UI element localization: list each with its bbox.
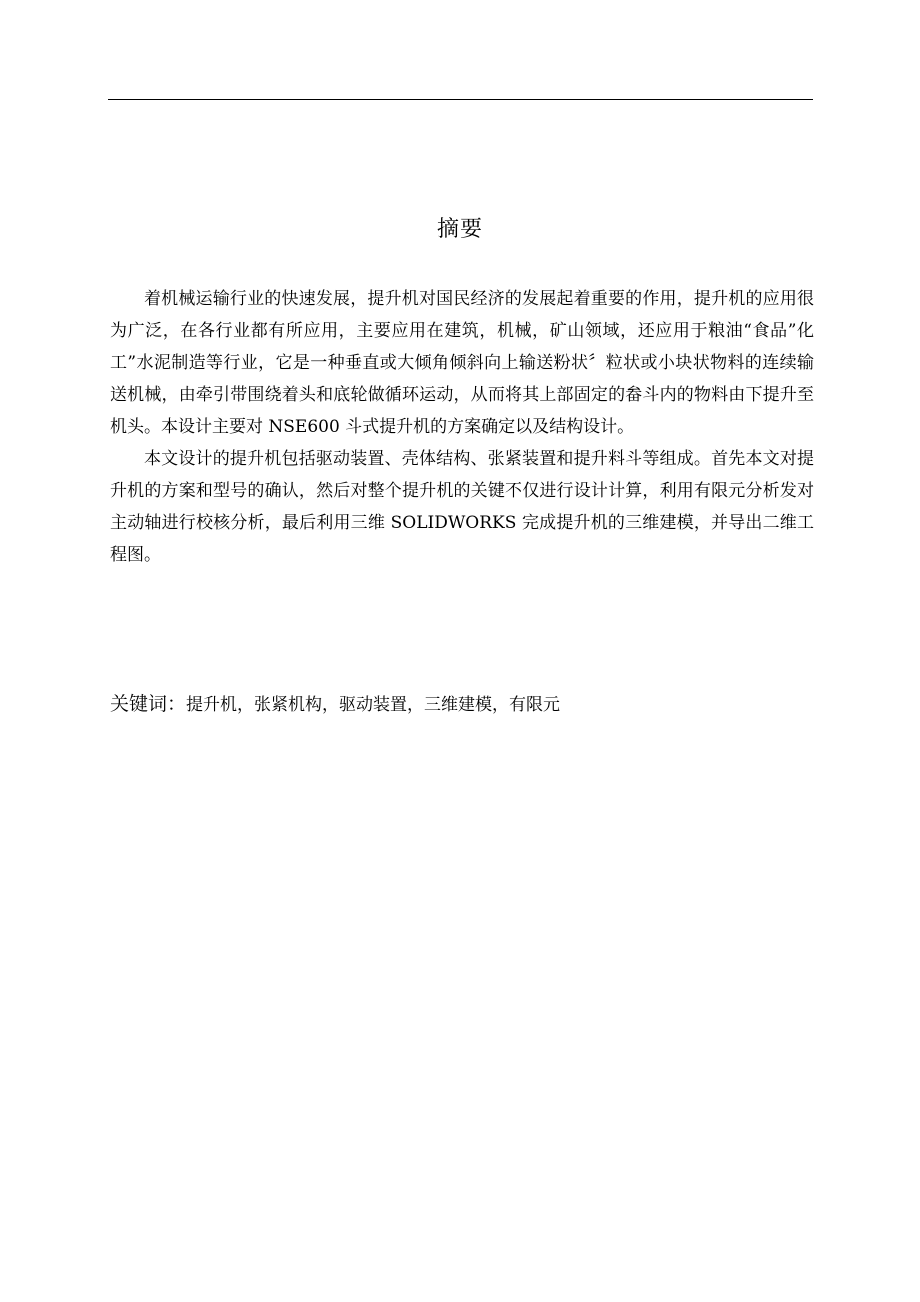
abstract-body [110, 283, 814, 571]
page-title: 摘要 [436, 217, 483, 242]
header-rule [108, 99, 813, 100]
keywords-list: 提升机，张紧机构，驱动装置，三维建模，有限元 [186, 695, 561, 715]
abstract-paragraph-2: 本文设计的提升机包括驱动装置、壳体结构、张紧装置和提升料斗等组成。首先本文对提升机的方案和型号的确认，然后对整个提升机的关键不仅进行设计计算，利用有限元分析发对主动轴进行校核分析，最后利用三维 SOLIDWORKS 完成提升机的三维建模，并导出二维工程图。 [110, 449, 814, 565]
keywords-line [110, 689, 814, 720]
keywords-label: 关键词： [110, 693, 187, 715]
abstract-paragraph-1: 着机械运输行业的快速发展，提升机对国民经济的发展起着重要的作用，提升机的应用很为广泛，在各行业都有所应用，主要应用在建筑，机械，矿山领域，还应用于粮油“食品”化工”水泥制造等行业，它是一种垂直或大倾角倾斜向上输送粉状〞粒状或小块状物料的连续输送机械，由牵引带围绕着头和底轮做循环运动，从而将其上部固定的畚斗内的物料由下提升至机头。本设计主要对 NSE600 斗式提升机的方案确定以及结构设计。 [110, 289, 814, 437]
